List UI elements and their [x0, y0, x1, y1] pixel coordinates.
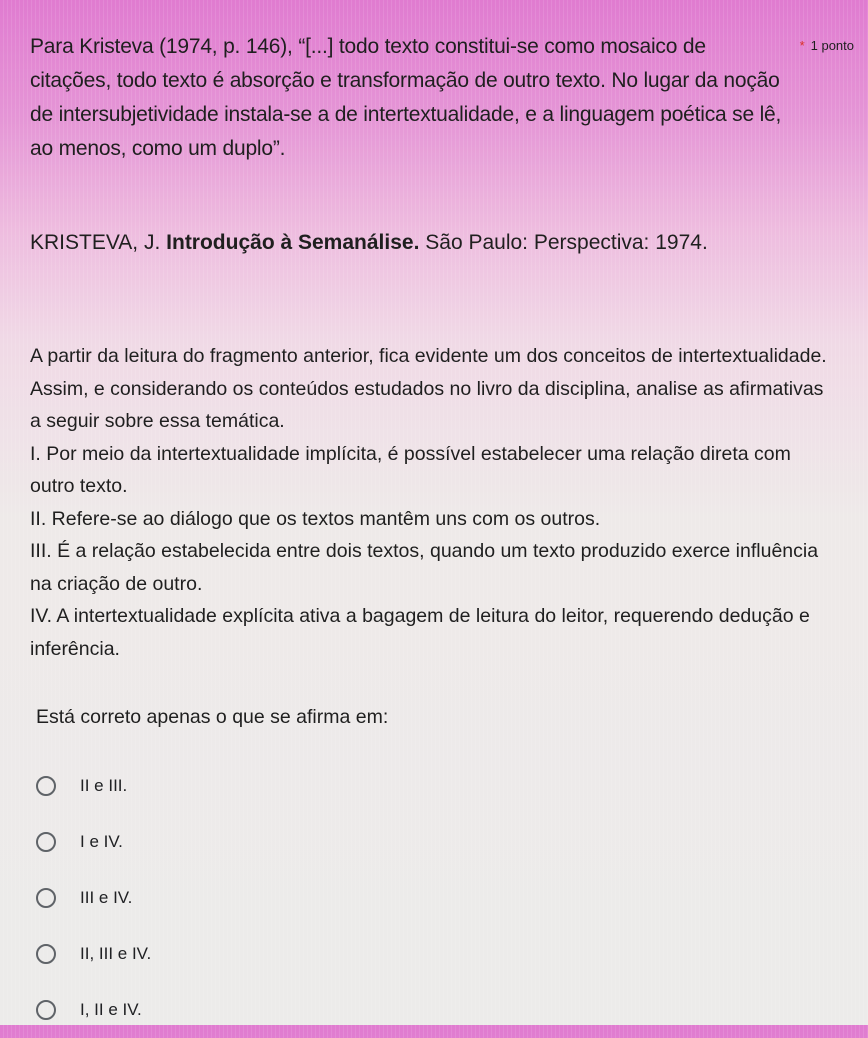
- question-prompt: Está correto apenas o que se afirma em:: [36, 706, 389, 728]
- points-label: 1 ponto: [810, 38, 854, 53]
- radio-unchecked-icon[interactable]: [36, 888, 56, 908]
- option-label[interactable]: II e III.: [80, 776, 128, 795]
- option-label[interactable]: III e IV.: [80, 888, 133, 907]
- answer-options: [36, 758, 436, 1038]
- statement-1: I. Por meio da intertextualidade implícita, é possível estabelecer uma relação direta com outro texto.: [30, 442, 791, 497]
- reference-author: KRISTEVA, J.: [30, 231, 167, 254]
- option-label[interactable]: I, II e IV.: [80, 1000, 142, 1019]
- radio-unchecked-icon[interactable]: [36, 832, 56, 852]
- required-asterisk: *: [799, 38, 805, 53]
- question-text: Para Kristeva (1974, p. 146), “[...] todo texto constitui-se como mosaico de citações, todo texto é absorção e transformação de outro texto. No lugar da noção de intersubjetividade instala-se a de intertextualidade, e a linguagem poética se lê, ao menos, como um duplo”.: [30, 35, 782, 160]
- statement-2: II. Refere-se ao diálogo que os textos mantêm uns com os outros.: [30, 507, 601, 530]
- radio-unchecked-icon[interactable]: [36, 776, 56, 796]
- option-1[interactable]: [36, 758, 436, 814]
- intro-paragraph: A partir da leitura do fragmento anterior, fica evidente um dos conceitos de intertextualidade. Assim, e considerando os conteúdos estudados no livro da disciplina, analise as afirmativas a seguir sobre essa temática.: [30, 345, 827, 432]
- option-5[interactable]: [36, 982, 436, 1038]
- radio-unchecked-icon[interactable]: [36, 944, 56, 964]
- option-label[interactable]: I e IV.: [80, 832, 123, 851]
- reference-title: Introdução à Semanálise.: [166, 231, 420, 254]
- option-4[interactable]: [36, 926, 436, 982]
- statement-4: IV. A intertextualidade explícita ativa a bagagem de leitura do leitor, requerendo dedução e inferência.: [30, 605, 810, 660]
- radio-unchecked-icon[interactable]: [36, 1000, 56, 1020]
- option-3[interactable]: [36, 870, 436, 926]
- statements-block: [30, 340, 830, 665]
- points-indicator: [800, 38, 854, 53]
- option-2[interactable]: [36, 814, 436, 870]
- statement-3: III. É a relação estabelecida entre dois textos, quando um texto produzido exerce influência na criação de outro.: [30, 540, 819, 595]
- bibliographic-reference: [30, 228, 850, 258]
- option-label[interactable]: II, III e IV.: [80, 944, 152, 963]
- reference-publisher: São Paulo: Perspectiva: 1974.: [419, 231, 708, 254]
